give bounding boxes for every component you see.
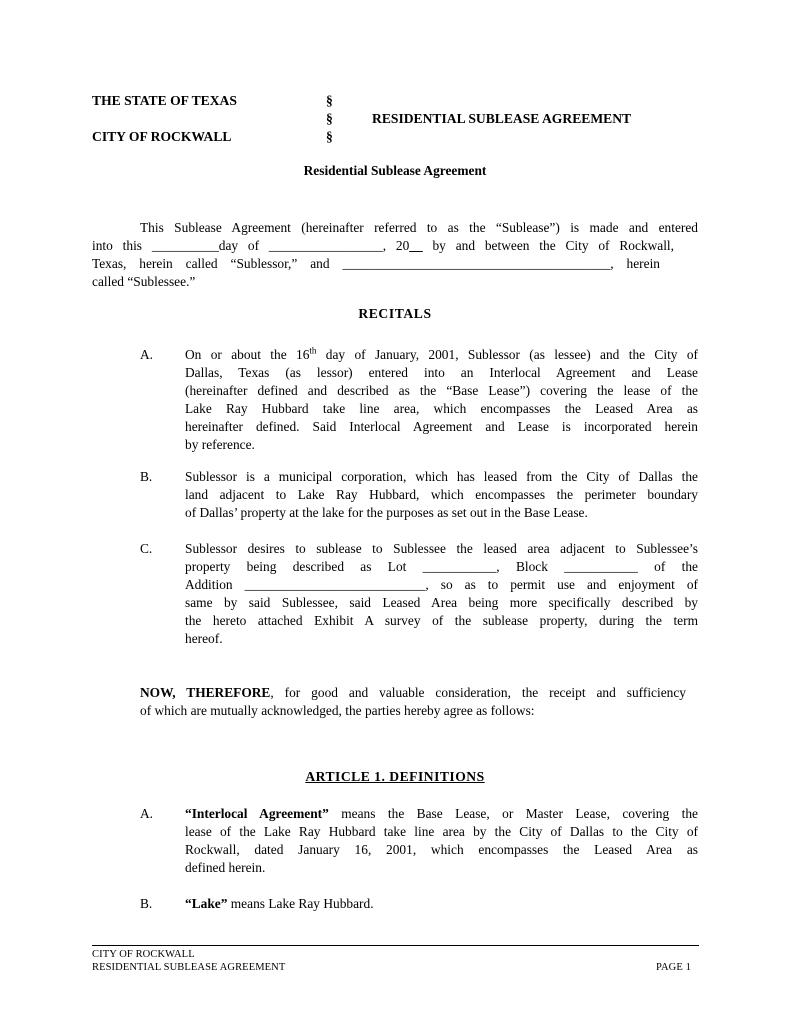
section-mark: § — [326, 93, 333, 108]
recital-c: Sublessor desires to sublease to Sublessee the leased area adjacent to Sublessee’s property being described as Lot ___________, Block ___________ of the Addition ___________________________, so as to permit use and enjoyment of same by said Sublessee, said Leased Area being more specifically described by the hereto attached Exhibit A survey of the sublease property, during the term hereof. — [185, 541, 698, 646]
recital-letter: B. — [140, 469, 153, 484]
article-1-heading: ARTICLE 1. DEFINITIONS — [305, 769, 485, 784]
section-mark: § — [326, 111, 333, 126]
city-caption: CITY OF ROCKWALL — [92, 129, 232, 144]
recital-letter: C. — [140, 541, 153, 556]
intro-line-3: Texas, herein called “Sublessor,” and ________________________________________, herein — [92, 256, 660, 271]
section-mark: § — [326, 129, 333, 144]
intro-line-2: into this __________day of _________________, 20__ by and between the City of Rockwall, — [92, 238, 674, 253]
intro-line-4: called “Sublessee.” — [92, 274, 196, 289]
definition-interlocal-agreement: “Interlocal Agreement” means the Base Lease, or Master Lease, covering the lease of the Lake Ray Hubbard take line area by the City of Dallas to the City of Rockwall, dated January 16, 2001, which encompasses the Leased Area as defined herein. — [185, 806, 698, 875]
state-caption: THE STATE OF TEXAS — [92, 93, 237, 108]
footer-rule — [92, 945, 699, 946]
footer-document-name: RESIDENTIAL SUBLEASE AGREEMENT — [92, 962, 286, 973]
recital-a: On or about the 16th day of January, 2001, Sublessor (as lessee) and the City of Dallas, Texas (as lessor) entered into an Interlocal Agreement and Lease (hereinafter defined and described as the “Base Lease”) covering the lease of the Lake Ray Hubbard take line area, which encompasses the Leased Area as hereinafter defined. Said Interlocal Agreement and Lease is incorporated herein by reference. — [185, 345, 698, 452]
definition-letter: B. — [140, 896, 153, 911]
definition-lake: “Lake” means Lake Ray Hubbard. — [185, 896, 374, 911]
recital-letter: A. — [140, 347, 154, 362]
document-title: RESIDENTIAL SUBLEASE AGREEMENT — [372, 111, 632, 126]
recitals-heading: RECITALS — [358, 306, 432, 321]
now-therefore-line-2: of which are mutually acknowledged, the parties hereby agree as follows: — [140, 703, 535, 718]
definition-letter: A. — [140, 806, 154, 821]
footer-city: CITY OF ROCKWALL — [92, 949, 195, 960]
footer-page-number: PAGE 1 — [656, 962, 691, 973]
intro-line-1: This Sublease Agreement (hereinafter referred to as the “Sublease”) is made and entered — [140, 220, 698, 235]
recital-b: Sublessor is a municipal corporation, which has leased from the City of Dallas the land adjacent to Lake Ray Hubbard, which encompasses the perimeter boundary of Dallas’ property at the lake for the purposes as set out in the Base Lease. — [185, 469, 698, 520]
now-therefore-line-1: NOW, THEREFORE, for good and valuable consideration, the receipt and sufficiency — [140, 685, 686, 700]
document-subtitle: Residential Sublease Agreement — [303, 163, 487, 178]
